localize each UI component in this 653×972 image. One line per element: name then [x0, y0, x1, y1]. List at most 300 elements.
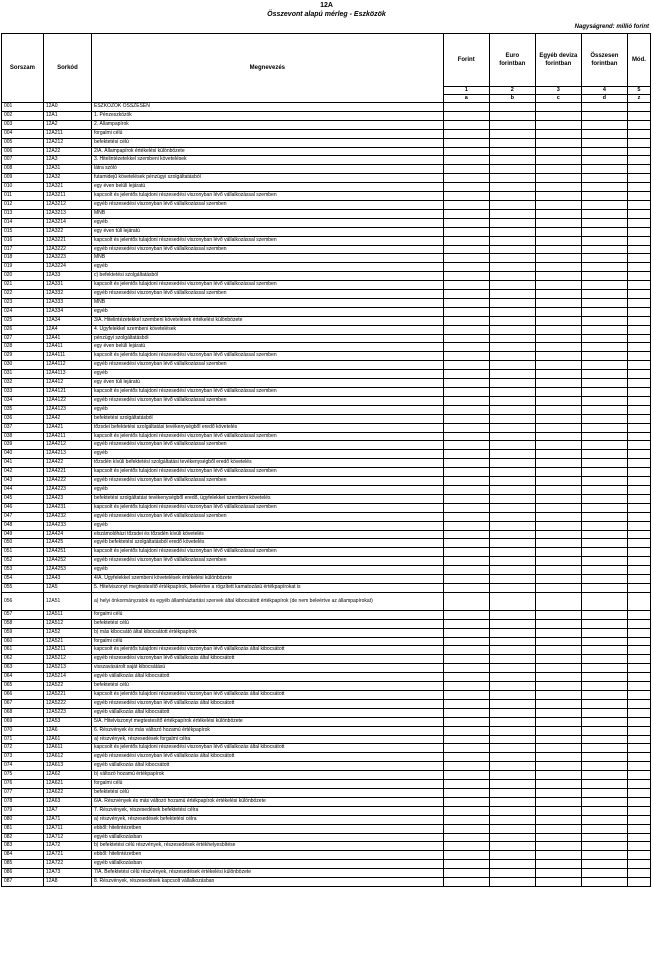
value-cell[interactable]	[443, 432, 489, 441]
value-cell[interactable]	[535, 165, 581, 174]
value-cell[interactable]	[581, 833, 627, 842]
value-cell[interactable]	[489, 361, 535, 370]
value-cell[interactable]	[535, 200, 581, 209]
value-cell[interactable]	[489, 735, 535, 744]
value-cell[interactable]	[489, 833, 535, 842]
value-cell[interactable]	[581, 860, 627, 869]
value-cell[interactable]	[443, 780, 489, 789]
value-cell[interactable]	[627, 619, 650, 628]
value-cell[interactable]	[443, 860, 489, 869]
value-cell[interactable]	[535, 878, 581, 887]
value-cell[interactable]	[489, 806, 535, 815]
value-cell[interactable]	[489, 521, 535, 530]
value-cell[interactable]	[443, 735, 489, 744]
value-cell[interactable]	[489, 878, 535, 887]
value-cell[interactable]	[581, 103, 627, 112]
value-cell[interactable]	[489, 753, 535, 762]
value-cell[interactable]	[489, 156, 535, 165]
value-cell[interactable]	[627, 797, 650, 806]
value-cell[interactable]	[443, 530, 489, 539]
value-cell[interactable]	[489, 699, 535, 708]
value-cell[interactable]	[489, 263, 535, 272]
value-cell[interactable]	[535, 860, 581, 869]
value-cell[interactable]	[443, 833, 489, 842]
value-cell[interactable]	[489, 405, 535, 414]
value-cell[interactable]	[581, 494, 627, 503]
value-cell[interactable]	[581, 485, 627, 494]
value-cell[interactable]	[581, 878, 627, 887]
value-cell[interactable]	[443, 878, 489, 887]
value-cell[interactable]	[489, 423, 535, 432]
value-cell[interactable]	[535, 771, 581, 780]
value-cell[interactable]	[581, 691, 627, 700]
value-cell[interactable]	[443, 699, 489, 708]
value-cell[interactable]	[627, 753, 650, 762]
value-cell[interactable]	[581, 325, 627, 334]
value-cell[interactable]	[535, 183, 581, 192]
value-cell[interactable]	[627, 281, 650, 290]
value-cell[interactable]	[489, 254, 535, 263]
value-cell[interactable]	[581, 655, 627, 664]
value-cell[interactable]	[535, 236, 581, 245]
value-cell[interactable]	[627, 361, 650, 370]
value-cell[interactable]	[489, 771, 535, 780]
value-cell[interactable]	[627, 530, 650, 539]
value-cell[interactable]	[581, 815, 627, 824]
value-cell[interactable]	[489, 557, 535, 566]
value-cell[interactable]	[581, 592, 627, 610]
value-cell[interactable]	[535, 521, 581, 530]
value-cell[interactable]	[535, 699, 581, 708]
value-cell[interactable]	[535, 673, 581, 682]
value-cell[interactable]	[535, 575, 581, 584]
value-cell[interactable]	[581, 298, 627, 307]
value-cell[interactable]	[627, 512, 650, 521]
value-cell[interactable]	[627, 343, 650, 352]
value-cell[interactable]	[443, 281, 489, 290]
value-cell[interactable]	[627, 655, 650, 664]
value-cell[interactable]	[627, 771, 650, 780]
value-cell[interactable]	[627, 405, 650, 414]
value-cell[interactable]	[581, 628, 627, 637]
value-cell[interactable]	[443, 842, 489, 851]
value-cell[interactable]	[581, 414, 627, 423]
value-cell[interactable]	[443, 477, 489, 486]
value-cell[interactable]	[489, 539, 535, 548]
value-cell[interactable]	[489, 485, 535, 494]
value-cell[interactable]	[535, 272, 581, 281]
value-cell[interactable]	[489, 209, 535, 218]
value-cell[interactable]	[489, 512, 535, 521]
value-cell[interactable]	[535, 209, 581, 218]
value-cell[interactable]	[443, 334, 489, 343]
value-cell[interactable]	[535, 726, 581, 735]
value-cell[interactable]	[535, 307, 581, 316]
value-cell[interactable]	[535, 468, 581, 477]
value-cell[interactable]	[489, 548, 535, 557]
value-cell[interactable]	[443, 797, 489, 806]
value-cell[interactable]	[627, 592, 650, 610]
value-cell[interactable]	[581, 646, 627, 655]
value-cell[interactable]	[581, 726, 627, 735]
value-cell[interactable]	[627, 682, 650, 691]
value-cell[interactable]	[443, 192, 489, 201]
value-cell[interactable]	[443, 316, 489, 325]
value-cell[interactable]	[627, 468, 650, 477]
value-cell[interactable]	[581, 708, 627, 717]
value-cell[interactable]	[535, 370, 581, 379]
value-cell[interactable]	[627, 477, 650, 486]
value-cell[interactable]	[535, 628, 581, 637]
value-cell[interactable]	[443, 717, 489, 726]
value-cell[interactable]	[581, 423, 627, 432]
value-cell[interactable]	[627, 583, 650, 592]
value-cell[interactable]	[535, 851, 581, 860]
value-cell[interactable]	[535, 619, 581, 628]
value-cell[interactable]	[581, 254, 627, 263]
value-cell[interactable]	[627, 352, 650, 361]
value-cell[interactable]	[627, 548, 650, 557]
value-cell[interactable]	[443, 343, 489, 352]
value-cell[interactable]	[581, 575, 627, 584]
value-cell[interactable]	[627, 379, 650, 388]
value-cell[interactable]	[443, 111, 489, 120]
value-cell[interactable]	[535, 379, 581, 388]
value-cell[interactable]	[489, 192, 535, 201]
value-cell[interactable]	[443, 548, 489, 557]
value-cell[interactable]	[443, 236, 489, 245]
value-cell[interactable]	[489, 129, 535, 138]
value-cell[interactable]	[581, 521, 627, 530]
value-cell[interactable]	[489, 575, 535, 584]
value-cell[interactable]	[581, 824, 627, 833]
value-cell[interactable]	[535, 592, 581, 610]
value-cell[interactable]	[443, 762, 489, 771]
value-cell[interactable]	[489, 682, 535, 691]
value-cell[interactable]	[535, 290, 581, 299]
value-cell[interactable]	[627, 575, 650, 584]
value-cell[interactable]	[627, 209, 650, 218]
value-cell[interactable]	[627, 218, 650, 227]
value-cell[interactable]	[627, 459, 650, 468]
value-cell[interactable]	[627, 788, 650, 797]
value-cell[interactable]	[489, 494, 535, 503]
value-cell[interactable]	[443, 494, 489, 503]
value-cell[interactable]	[581, 619, 627, 628]
value-cell[interactable]	[535, 450, 581, 459]
value-cell[interactable]	[489, 370, 535, 379]
value-cell[interactable]	[489, 441, 535, 450]
value-cell[interactable]	[581, 753, 627, 762]
value-cell[interactable]	[627, 254, 650, 263]
value-cell[interactable]	[535, 281, 581, 290]
value-cell[interactable]	[443, 120, 489, 129]
value-cell[interactable]	[489, 717, 535, 726]
value-cell[interactable]	[443, 423, 489, 432]
value-cell[interactable]	[443, 165, 489, 174]
value-cell[interactable]	[581, 396, 627, 405]
value-cell[interactable]	[627, 833, 650, 842]
value-cell[interactable]	[535, 869, 581, 878]
value-cell[interactable]	[489, 503, 535, 512]
value-cell[interactable]	[443, 753, 489, 762]
value-cell[interactable]	[535, 103, 581, 112]
value-cell[interactable]	[581, 183, 627, 192]
value-cell[interactable]	[489, 530, 535, 539]
value-cell[interactable]	[627, 423, 650, 432]
value-cell[interactable]	[443, 459, 489, 468]
value-cell[interactable]	[581, 780, 627, 789]
value-cell[interactable]	[627, 245, 650, 254]
value-cell[interactable]	[443, 263, 489, 272]
value-cell[interactable]	[489, 708, 535, 717]
value-cell[interactable]	[443, 147, 489, 156]
value-cell[interactable]	[627, 138, 650, 147]
value-cell[interactable]	[443, 156, 489, 165]
value-cell[interactable]	[535, 129, 581, 138]
value-cell[interactable]	[535, 218, 581, 227]
value-cell[interactable]	[581, 307, 627, 316]
value-cell[interactable]	[627, 869, 650, 878]
value-cell[interactable]	[627, 699, 650, 708]
value-cell[interactable]	[535, 797, 581, 806]
value-cell[interactable]	[489, 583, 535, 592]
value-cell[interactable]	[535, 156, 581, 165]
value-cell[interactable]	[535, 788, 581, 797]
value-cell[interactable]	[627, 860, 650, 869]
value-cell[interactable]	[489, 762, 535, 771]
value-cell[interactable]	[443, 503, 489, 512]
value-cell[interactable]	[443, 539, 489, 548]
value-cell[interactable]	[535, 147, 581, 156]
value-cell[interactable]	[535, 780, 581, 789]
value-cell[interactable]	[581, 468, 627, 477]
value-cell[interactable]	[581, 281, 627, 290]
value-cell[interactable]	[489, 450, 535, 459]
value-cell[interactable]	[581, 379, 627, 388]
value-cell[interactable]	[443, 512, 489, 521]
value-cell[interactable]	[627, 717, 650, 726]
value-cell[interactable]	[581, 174, 627, 183]
value-cell[interactable]	[581, 735, 627, 744]
value-cell[interactable]	[489, 673, 535, 682]
value-cell[interactable]	[627, 147, 650, 156]
value-cell[interactable]	[627, 637, 650, 646]
value-cell[interactable]	[443, 352, 489, 361]
value-cell[interactable]	[489, 414, 535, 423]
value-cell[interactable]	[627, 521, 650, 530]
value-cell[interactable]	[581, 557, 627, 566]
value-cell[interactable]	[627, 503, 650, 512]
value-cell[interactable]	[581, 842, 627, 851]
value-cell[interactable]	[443, 592, 489, 610]
value-cell[interactable]	[535, 762, 581, 771]
value-cell[interactable]	[489, 120, 535, 129]
value-cell[interactable]	[535, 566, 581, 575]
value-cell[interactable]	[627, 156, 650, 165]
value-cell[interactable]	[535, 432, 581, 441]
value-cell[interactable]	[581, 388, 627, 397]
value-cell[interactable]	[535, 842, 581, 851]
value-cell[interactable]	[581, 797, 627, 806]
value-cell[interactable]	[489, 325, 535, 334]
value-cell[interactable]	[489, 388, 535, 397]
value-cell[interactable]	[443, 521, 489, 530]
value-cell[interactable]	[443, 691, 489, 700]
value-cell[interactable]	[443, 851, 489, 860]
value-cell[interactable]	[581, 111, 627, 120]
value-cell[interactable]	[443, 209, 489, 218]
value-cell[interactable]	[535, 494, 581, 503]
value-cell[interactable]	[443, 566, 489, 575]
value-cell[interactable]	[627, 307, 650, 316]
value-cell[interactable]	[489, 316, 535, 325]
value-cell[interactable]	[581, 334, 627, 343]
value-cell[interactable]	[489, 655, 535, 664]
value-cell[interactable]	[627, 539, 650, 548]
value-cell[interactable]	[627, 610, 650, 619]
value-cell[interactable]	[581, 245, 627, 254]
value-cell[interactable]	[443, 583, 489, 592]
value-cell[interactable]	[627, 842, 650, 851]
value-cell[interactable]	[581, 361, 627, 370]
value-cell[interactable]	[535, 682, 581, 691]
value-cell[interactable]	[627, 494, 650, 503]
value-cell[interactable]	[627, 708, 650, 717]
value-cell[interactable]	[627, 726, 650, 735]
value-cell[interactable]	[581, 788, 627, 797]
value-cell[interactable]	[627, 414, 650, 423]
value-cell[interactable]	[443, 405, 489, 414]
value-cell[interactable]	[535, 477, 581, 486]
value-cell[interactable]	[627, 272, 650, 281]
value-cell[interactable]	[627, 103, 650, 112]
value-cell[interactable]	[581, 290, 627, 299]
value-cell[interactable]	[581, 316, 627, 325]
value-cell[interactable]	[627, 227, 650, 236]
value-cell[interactable]	[627, 735, 650, 744]
value-cell[interactable]	[443, 468, 489, 477]
value-cell[interactable]	[443, 744, 489, 753]
value-cell[interactable]	[535, 316, 581, 325]
value-cell[interactable]	[581, 263, 627, 272]
value-cell[interactable]	[581, 343, 627, 352]
value-cell[interactable]	[489, 245, 535, 254]
value-cell[interactable]	[581, 583, 627, 592]
value-cell[interactable]	[489, 726, 535, 735]
value-cell[interactable]	[489, 183, 535, 192]
value-cell[interactable]	[443, 575, 489, 584]
value-cell[interactable]	[443, 129, 489, 138]
value-cell[interactable]	[489, 566, 535, 575]
value-cell[interactable]	[581, 806, 627, 815]
value-cell[interactable]	[489, 842, 535, 851]
value-cell[interactable]	[443, 788, 489, 797]
value-cell[interactable]	[489, 290, 535, 299]
value-cell[interactable]	[489, 218, 535, 227]
value-cell[interactable]	[581, 673, 627, 682]
value-cell[interactable]	[627, 450, 650, 459]
value-cell[interactable]	[489, 691, 535, 700]
value-cell[interactable]	[627, 263, 650, 272]
value-cell[interactable]	[581, 218, 627, 227]
value-cell[interactable]	[489, 637, 535, 646]
value-cell[interactable]	[535, 503, 581, 512]
value-cell[interactable]	[489, 619, 535, 628]
value-cell[interactable]	[627, 316, 650, 325]
value-cell[interactable]	[443, 325, 489, 334]
value-cell[interactable]	[535, 343, 581, 352]
value-cell[interactable]	[489, 744, 535, 753]
value-cell[interactable]	[581, 530, 627, 539]
value-cell[interactable]	[581, 370, 627, 379]
value-cell[interactable]	[489, 379, 535, 388]
value-cell[interactable]	[627, 744, 650, 753]
value-cell[interactable]	[443, 370, 489, 379]
value-cell[interactable]	[489, 227, 535, 236]
value-cell[interactable]	[627, 396, 650, 405]
value-cell[interactable]	[443, 361, 489, 370]
value-cell[interactable]	[443, 307, 489, 316]
value-cell[interactable]	[443, 557, 489, 566]
value-cell[interactable]	[489, 468, 535, 477]
value-cell[interactable]	[627, 878, 650, 887]
value-cell[interactable]	[535, 414, 581, 423]
value-cell[interactable]	[581, 200, 627, 209]
value-cell[interactable]	[581, 192, 627, 201]
value-cell[interactable]	[443, 290, 489, 299]
value-cell[interactable]	[535, 744, 581, 753]
value-cell[interactable]	[581, 717, 627, 726]
value-cell[interactable]	[535, 815, 581, 824]
value-cell[interactable]	[581, 477, 627, 486]
value-cell[interactable]	[535, 298, 581, 307]
value-cell[interactable]	[489, 610, 535, 619]
value-cell[interactable]	[443, 869, 489, 878]
value-cell[interactable]	[443, 682, 489, 691]
value-cell[interactable]	[443, 824, 489, 833]
value-cell[interactable]	[489, 628, 535, 637]
value-cell[interactable]	[489, 788, 535, 797]
value-cell[interactable]	[627, 298, 650, 307]
value-cell[interactable]	[489, 664, 535, 673]
value-cell[interactable]	[535, 396, 581, 405]
value-cell[interactable]	[627, 192, 650, 201]
value-cell[interactable]	[627, 236, 650, 245]
value-cell[interactable]	[443, 272, 489, 281]
value-cell[interactable]	[627, 290, 650, 299]
value-cell[interactable]	[627, 485, 650, 494]
value-cell[interactable]	[535, 361, 581, 370]
value-cell[interactable]	[443, 227, 489, 236]
value-cell[interactable]	[535, 441, 581, 450]
value-cell[interactable]	[489, 174, 535, 183]
value-cell[interactable]	[489, 200, 535, 209]
value-cell[interactable]	[489, 477, 535, 486]
value-cell[interactable]	[535, 655, 581, 664]
value-cell[interactable]	[489, 646, 535, 655]
value-cell[interactable]	[489, 307, 535, 316]
value-cell[interactable]	[627, 432, 650, 441]
value-cell[interactable]	[535, 263, 581, 272]
value-cell[interactable]	[489, 869, 535, 878]
value-cell[interactable]	[443, 254, 489, 263]
value-cell[interactable]	[489, 272, 535, 281]
value-cell[interactable]	[581, 539, 627, 548]
value-cell[interactable]	[581, 869, 627, 878]
value-cell[interactable]	[535, 512, 581, 521]
value-cell[interactable]	[627, 762, 650, 771]
